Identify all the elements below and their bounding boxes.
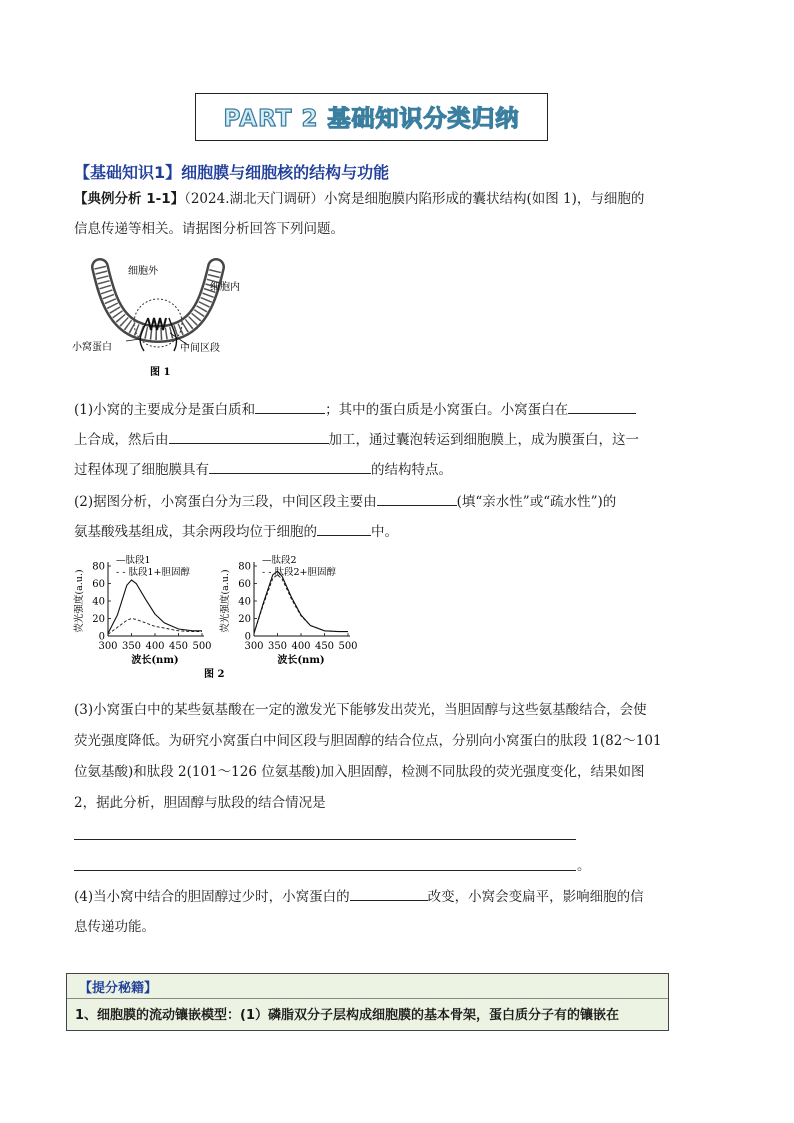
legend-entry-1: —肽段2 [262,555,297,566]
label-inside: 细胞内 [210,282,240,293]
answer-blank-2[interactable] [568,399,636,414]
x-tick-label: 400 [291,641,311,652]
x-tick-label: 300 [98,641,118,652]
x-tick-label: 450 [314,641,335,652]
example-intro-line1: 【典例分析 1-1】（2024.湖北天门调研）小窝是细胞膜内陷形成的囊状结构(如图 1)，与细胞的 [74,191,645,207]
answer-blank-4[interactable] [209,459,371,474]
q2-line1: (2)据图分析，小窝蛋白分为三段，中间区段主要由 (填“亲水性”或“疏水性”)的 [74,491,616,512]
y-axis-label: 荧光强度(a.u.) [220,569,231,633]
legend-entry-1: —肽段1 [116,555,151,566]
answer-blank-5[interactable] [377,491,457,506]
q3-line2: 荧光强度降低。为研究小窝蛋白中间区段与胆固醇的结合位点，分别向小窝蛋白的肽段 1(82～101 [74,733,662,749]
q3-line4: 2，据此分析，胆固醇与肽段的结合情况是 [74,795,326,811]
y-tick-label: 80 [92,561,105,573]
series-line-1 [108,580,202,633]
y-tick-label: 0 [244,631,251,643]
y-axis-label: 荧光强度(a.u.) [74,569,85,633]
q3-line1: (3)小窝蛋白中的某些氨基酸在一定的激发光下能够发出荧光，当胆固醇与这些氨基酸结合，会使 [74,702,647,718]
series-line-1 [254,571,348,633]
x-tick-label: 500 [192,641,212,652]
q3-end-mark: 。 [577,858,591,874]
chart-peptide1 [73,554,212,666]
y-tick-label: 60 [92,579,105,590]
answer-blank-7[interactable] [350,886,428,901]
figure1-caveola-diagram [70,253,270,383]
tip-box [66,973,669,1031]
answer-blank-3[interactable] [169,429,329,444]
answer-blank-1[interactable] [255,399,325,414]
example-intro-line2: 信息传递等相关。请据图分析回答下列问题。 [74,221,344,237]
series-line-2 [254,575,348,634]
x-tick-label: 350 [121,641,142,652]
part-title-box [195,93,548,141]
y-tick-label: 40 [238,596,251,608]
label-caveolin: 小窝蛋白 [72,342,112,353]
x-axis-label: 波长(nm) [131,655,179,666]
section-title: 【基础知识1】细胞膜与细胞核的结构与功能 [74,163,390,182]
q1-line1: (1)小窝的主要成分是蛋白质和 ；其中的蛋白质是小窝蛋白。小窝蛋白在 [74,399,636,420]
tip-text: 1、细胞膜的流动镶嵌模型：(1）磷脂双分子层构成细胞膜的基本骨架，蛋白质分子有的镶嵌在 [75,1008,620,1023]
answer-line-1[interactable] [74,839,576,840]
x-tick-label: 450 [168,641,189,652]
tip-divider [67,998,668,999]
legend-entry-2: - - 肽段2+胆固醇 [262,567,336,578]
y-tick-label: 20 [92,614,105,625]
label-outside: 细胞外 [128,266,158,277]
y-tick-label: 60 [238,579,251,590]
example-tag: 【典例分析 1-1】 [74,191,185,207]
series-line-2 [108,619,202,635]
part-title: PART 2 基础知识分类归纳 [223,106,520,132]
tip-heading: 【提分秘籍】 [79,981,158,996]
q4-line1: (4)当小窝中结合的胆固醇过少时，小窝蛋白的 改变，小窝会变扁平，影响细胞的信 [74,886,644,907]
answer-line-2[interactable] [74,870,576,871]
figure2-caption: 图 2 [204,669,225,680]
answer-blank-6[interactable] [317,521,371,536]
y-tick-label: 80 [238,561,251,573]
legend-entry-2: - - 肽段1+胆固醇 [116,567,190,578]
q1-line2: 上合成，然后由 加工，通过囊泡转运到细胞膜上，成为膜蛋白，这一 [74,429,639,450]
y-tick-label: 0 [98,631,105,643]
figure1-caption: 图 1 [150,367,171,378]
q1-line3: 过程体现了细胞膜具有 的结构特点。 [74,459,452,480]
chart-peptide2 [219,554,358,666]
y-tick-label: 20 [238,614,251,625]
q2-line2: 氨基酸残基组成，其余两段均位于细胞的 中。 [74,521,398,542]
x-tick-label: 500 [338,641,358,652]
q3-line3: 位氨基酸)和肽段 2(101～126 位氨基酸)加入胆固醇，检测不同肽段的荧光强度变化，结果如图 [74,764,645,780]
x-axis-label: 波长(nm) [277,655,325,666]
q4-line2: 息传递功能。 [74,919,155,935]
x-tick-label: 300 [244,641,264,652]
label-middle-segment: 中间区段 [180,343,220,354]
x-tick-label: 400 [145,641,165,652]
figure2-charts [72,552,362,680]
y-tick-label: 40 [92,596,105,608]
x-tick-label: 350 [267,641,288,652]
